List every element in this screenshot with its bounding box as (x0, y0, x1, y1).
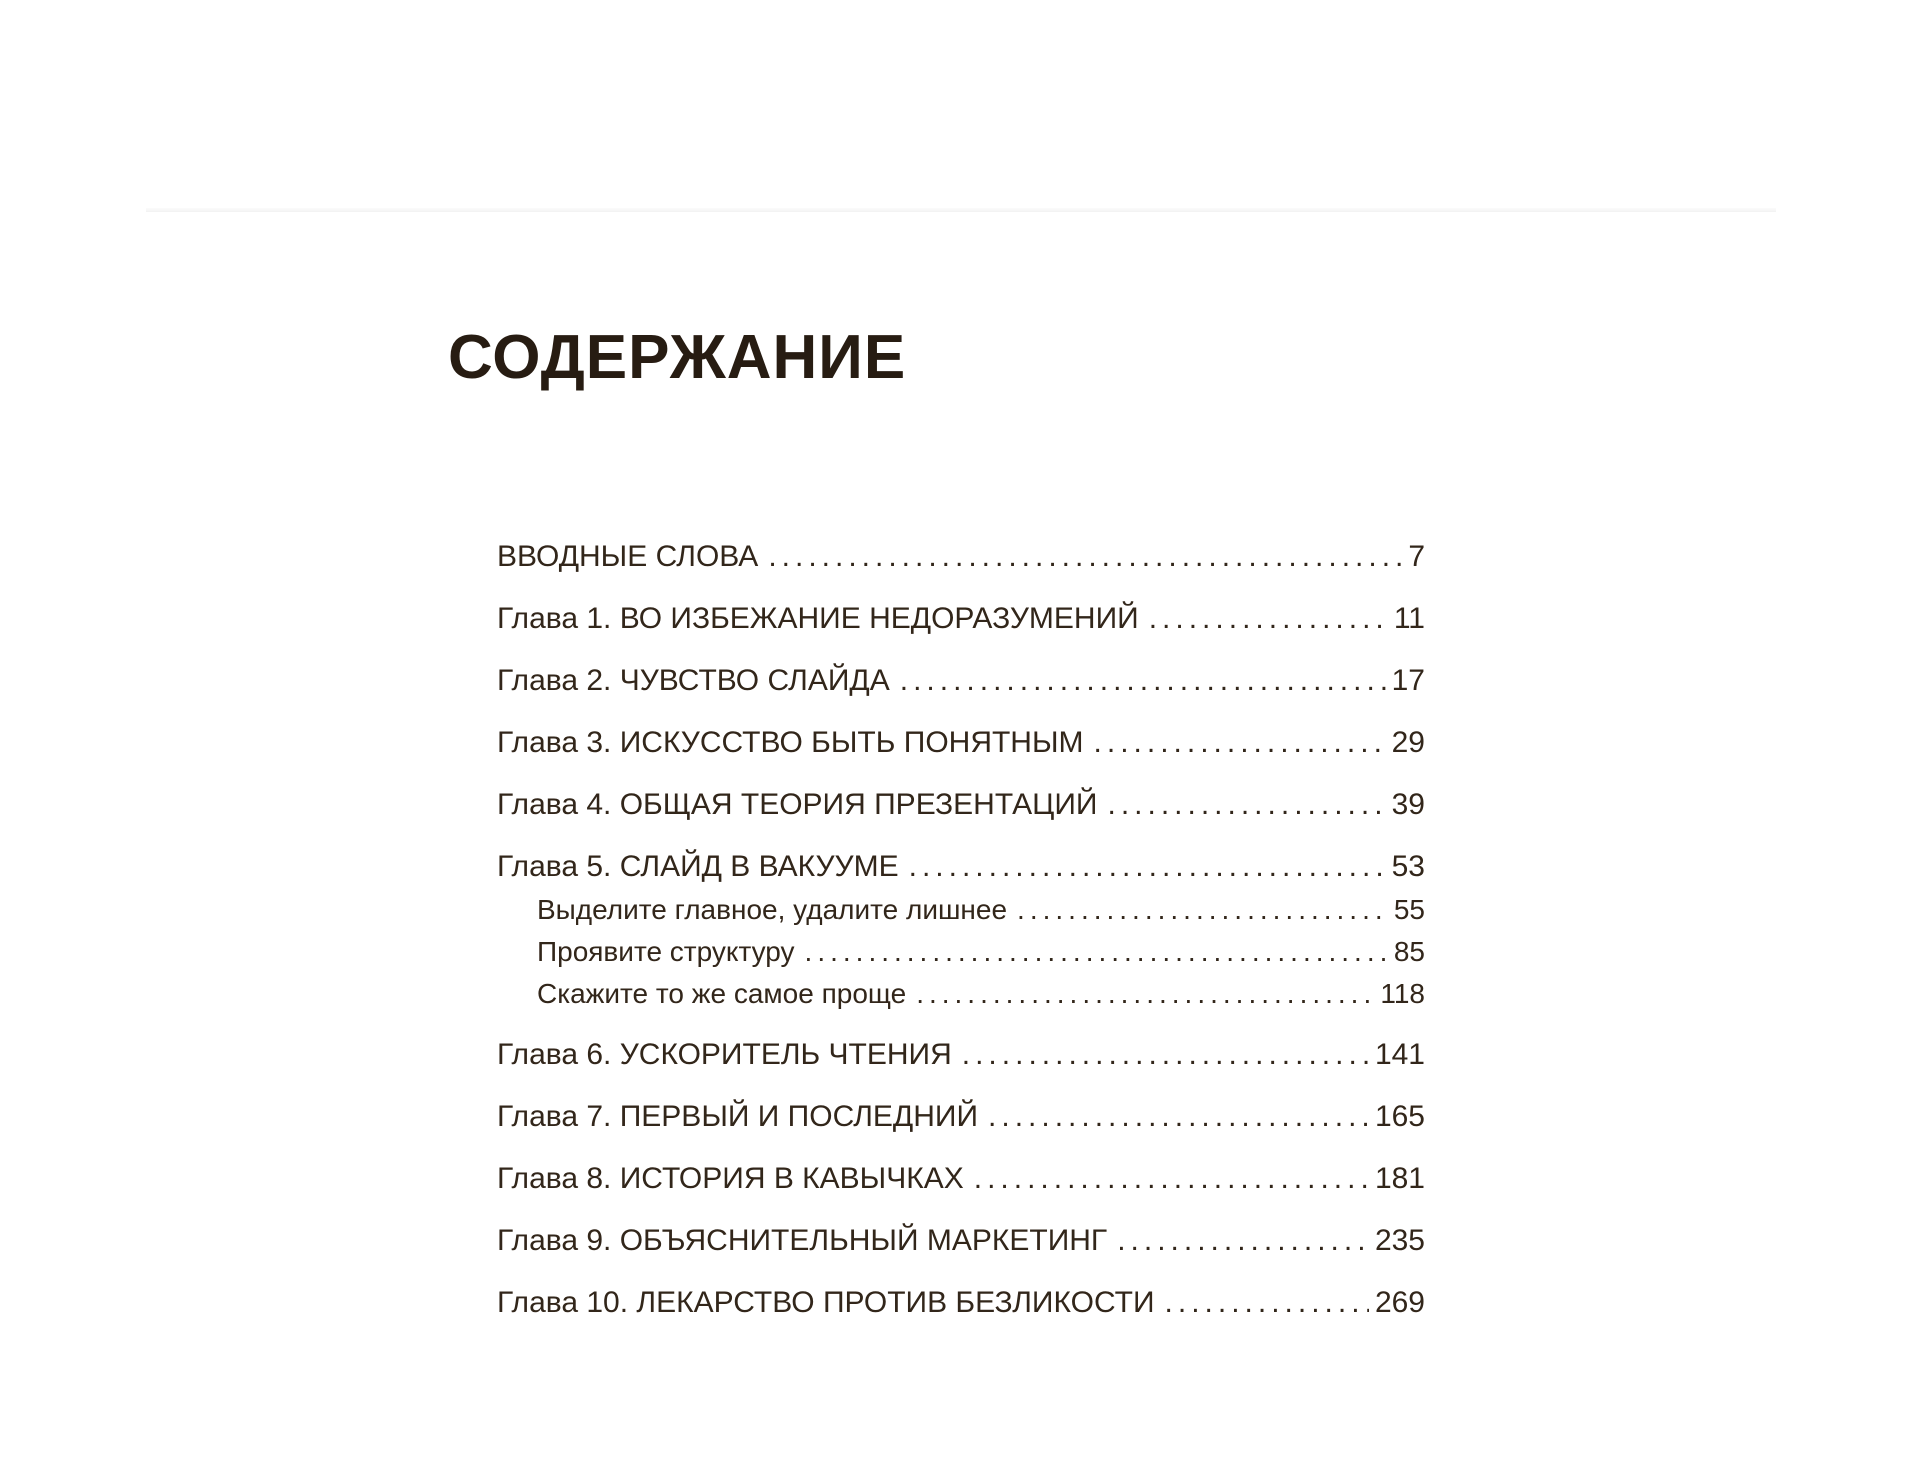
toc-entry-label: Выделите главное, удалите лишнее (537, 894, 1008, 925)
toc-entry (497, 938, 1425, 966)
toc-entry-page-number: 165 (1374, 1100, 1425, 1133)
dot-leader (805, 938, 1388, 966)
toc-entry-page-number: 85 (1393, 936, 1425, 967)
toc-entry-label: Скажите то же самое проще (537, 978, 907, 1009)
toc-entry (497, 542, 1425, 572)
toc-entry-label: Проявите структуру (537, 936, 795, 967)
toc-entry (497, 1226, 1425, 1256)
dot-leader (1117, 1226, 1369, 1256)
toc-entry-label: ВВОДНЫЕ СЛОВА (497, 540, 759, 573)
dot-leader (974, 1164, 1369, 1194)
toc-entry-page-number: 17 (1391, 664, 1425, 697)
dot-leader (768, 542, 1402, 572)
toc-entry-page-number: 39 (1391, 788, 1425, 821)
toc-entry (497, 790, 1425, 820)
toc-entry-page-number: 269 (1374, 1286, 1425, 1319)
toc-entry-label: Глава 8. ИСТОРИЯ В КАВЫЧКАХ (497, 1162, 964, 1195)
table-of-contents (497, 542, 1425, 1318)
dot-leader (1017, 896, 1388, 924)
dot-leader (900, 666, 1386, 696)
toc-entry (497, 1164, 1425, 1194)
toc-entry-page-number: 141 (1374, 1038, 1425, 1071)
dot-leader (1094, 728, 1386, 758)
toc-entry-page-number: 235 (1374, 1224, 1425, 1257)
dot-leader (1108, 790, 1386, 820)
dot-leader (1165, 1288, 1369, 1318)
toc-entry-label: Глава 5. СЛАЙД В ВАКУУМЕ (497, 850, 899, 883)
toc-entry-label: Глава 6. УСКОРИТЕЛЬ ЧТЕНИЯ (497, 1038, 952, 1071)
toc-entry (497, 1102, 1425, 1132)
dot-leader (916, 980, 1374, 1008)
toc-entry (497, 896, 1425, 924)
toc-entry-page-number: 7 (1408, 540, 1425, 573)
toc-entry-label: Глава 4. ОБЩАЯ ТЕОРИЯ ПРЕЗЕНТАЦИЙ (497, 788, 1098, 821)
toc-entry-page-number: 118 (1380, 978, 1425, 1009)
dot-leader (962, 1040, 1369, 1070)
toc-entry-page-number: 11 (1393, 602, 1425, 635)
toc-entry-label: Глава 3. ИСКУССТВО БЫТЬ ПОНЯТНЫМ (497, 726, 1084, 759)
toc-entry-page-number: 55 (1393, 894, 1425, 925)
toc-entry-label: Глава 2. ЧУВСТВО СЛАЙДА (497, 664, 890, 697)
toc-entry (497, 728, 1425, 758)
dot-leader (1149, 604, 1388, 634)
toc-entry-label: Глава 10. ЛЕКАРСТВО ПРОТИВ БЕЗЛИКОСТИ (497, 1286, 1155, 1319)
toc-entry (497, 980, 1425, 1008)
toc-entry (497, 1288, 1425, 1318)
toc-entry-label: Глава 7. ПЕРВЫЙ И ПОСЛЕДНИЙ (497, 1100, 979, 1133)
dot-leader (988, 1102, 1369, 1132)
toc-entry (497, 666, 1425, 696)
toc-entry (497, 1040, 1425, 1070)
dot-leader (909, 852, 1386, 882)
toc-entry-label: Глава 9. ОБЪЯСНИТЕЛЬНЫЙ МАРКЕТИНГ (497, 1224, 1108, 1257)
toc-entry (497, 604, 1425, 634)
toc-entry-page-number: 53 (1391, 850, 1425, 883)
toc-entry-label: Глава 1. ВО ИЗБЕЖАНИЕ НЕДОРАЗУМЕНИЙ (497, 602, 1139, 635)
toc-entry (497, 852, 1425, 882)
toc-entry-page-number: 181 (1374, 1162, 1425, 1195)
page-title: СОДЕРЖАНИЕ (448, 323, 907, 392)
page-top-divider (146, 208, 1776, 212)
toc-entry-page-number: 29 (1391, 726, 1425, 759)
